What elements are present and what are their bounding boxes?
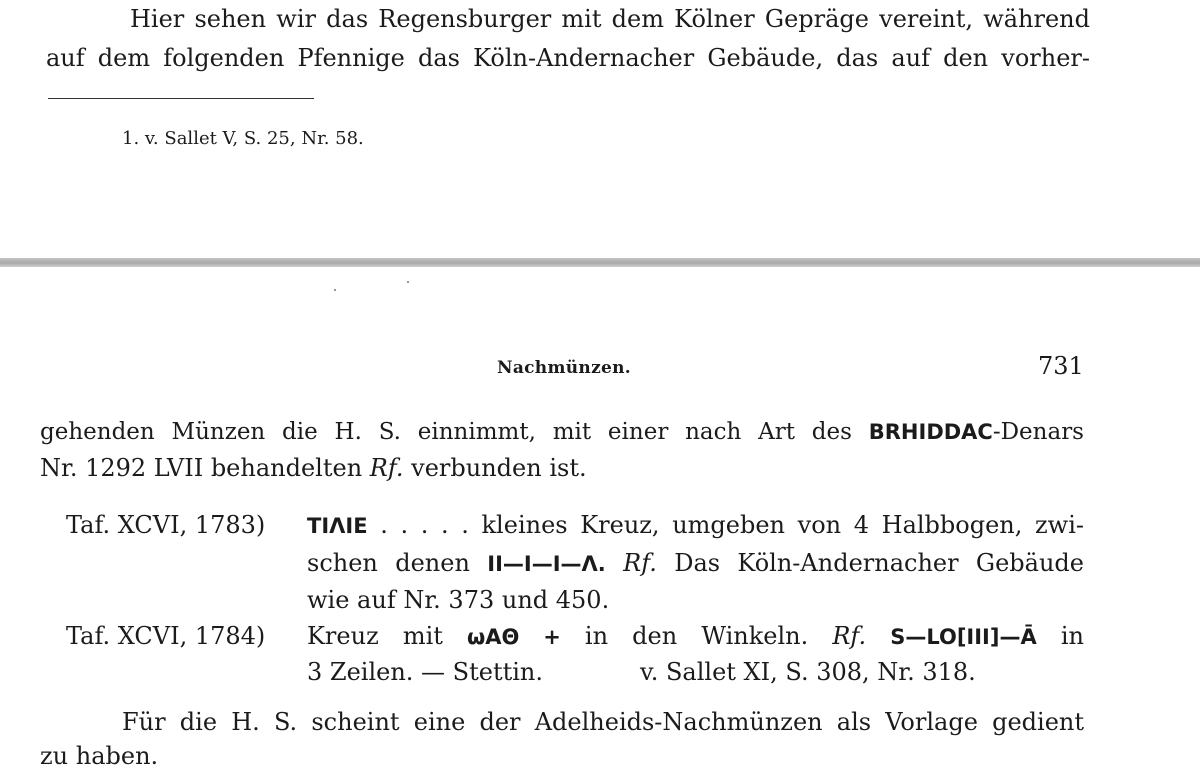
page-number: 731 <box>1038 352 1084 380</box>
entry-text: in den Winkeln. <box>584 622 809 650</box>
plate-reference: Taf. XCVI, 1784) <box>66 622 266 650</box>
scan-speck <box>334 289 336 291</box>
entry-text: Kreuz mit <box>307 622 443 650</box>
coin-legend: II—I—I—Λ. <box>487 552 606 576</box>
upper-page <box>0 0 1200 258</box>
entry-1784-line-1 <box>307 621 1084 652</box>
plate-reference: Taf. XCVI, 1783) <box>66 511 266 539</box>
scan-speck <box>407 281 409 283</box>
coin-legend: S—LO[III]—Ā <box>890 625 1037 649</box>
upper-text-line-2: auf dem folgenden Pfennige das Köln-Andernacher Gebäude, das auf den vorher- <box>46 44 1090 72</box>
entry-text: . . . . . kleines Kreuz, umgeben von 4 Halbbogen, zwi- <box>380 511 1084 539</box>
entry-1784-citation: v. Sallet XI, S. 308, Nr. 318. <box>640 658 976 686</box>
entry-text: schen denen <box>307 549 470 577</box>
running-head: Nachmünzen. <box>497 358 632 378</box>
coin-legend: ΤΙΛΙΕ <box>307 514 368 538</box>
upper-text-line-1: Hier sehen wir das Regensburger mit dem Kölner Gepräge vereint, während <box>130 5 1090 33</box>
continuation-line-2 <box>40 453 587 483</box>
entry-text: 3 Zeilen. — Stettin. <box>307 658 544 686</box>
continuation-text: Nr. 1292 LVII behandelten <box>40 454 363 482</box>
lower-page <box>0 267 1200 770</box>
entry-1784-line-2 <box>307 657 543 687</box>
entry-1783-line-2 <box>307 548 1084 579</box>
reverse-abbrev: Rf. <box>832 622 867 650</box>
entry-text: Das Köln-Andernacher Gebäude <box>674 549 1085 577</box>
reverse-abbrev: Rf. <box>623 549 657 577</box>
footnote-rule <box>48 98 314 99</box>
footnote: 1. v. Sallet V, S. 25, Nr. 58. <box>122 128 364 149</box>
entry-1783-line-3: wie auf Nr. 373 und 450. <box>307 586 610 614</box>
continuation-text: gehenden Münzen die H. S. einnimmt, mit einer nach Art des <box>40 419 852 445</box>
page-divider <box>0 258 1200 267</box>
coin-legend: BRHIDDAC <box>868 420 993 444</box>
entry-1783-line-1 <box>307 510 1084 541</box>
continuation-text: verbunden ist. <box>411 454 587 482</box>
coin-legend: ωΑΘ + <box>467 625 561 649</box>
continuation-text: -Denars <box>992 419 1084 445</box>
continuation-line-1 <box>40 417 1084 447</box>
paragraph-line-2: zu haben. <box>40 742 159 770</box>
paragraph-line-1: Für die H. S. scheint eine der Adelheids-Nachmünzen als Vorlage gedient <box>122 708 1084 736</box>
entry-text: in <box>1060 622 1084 650</box>
reverse-abbrev: Rf. <box>369 454 404 482</box>
